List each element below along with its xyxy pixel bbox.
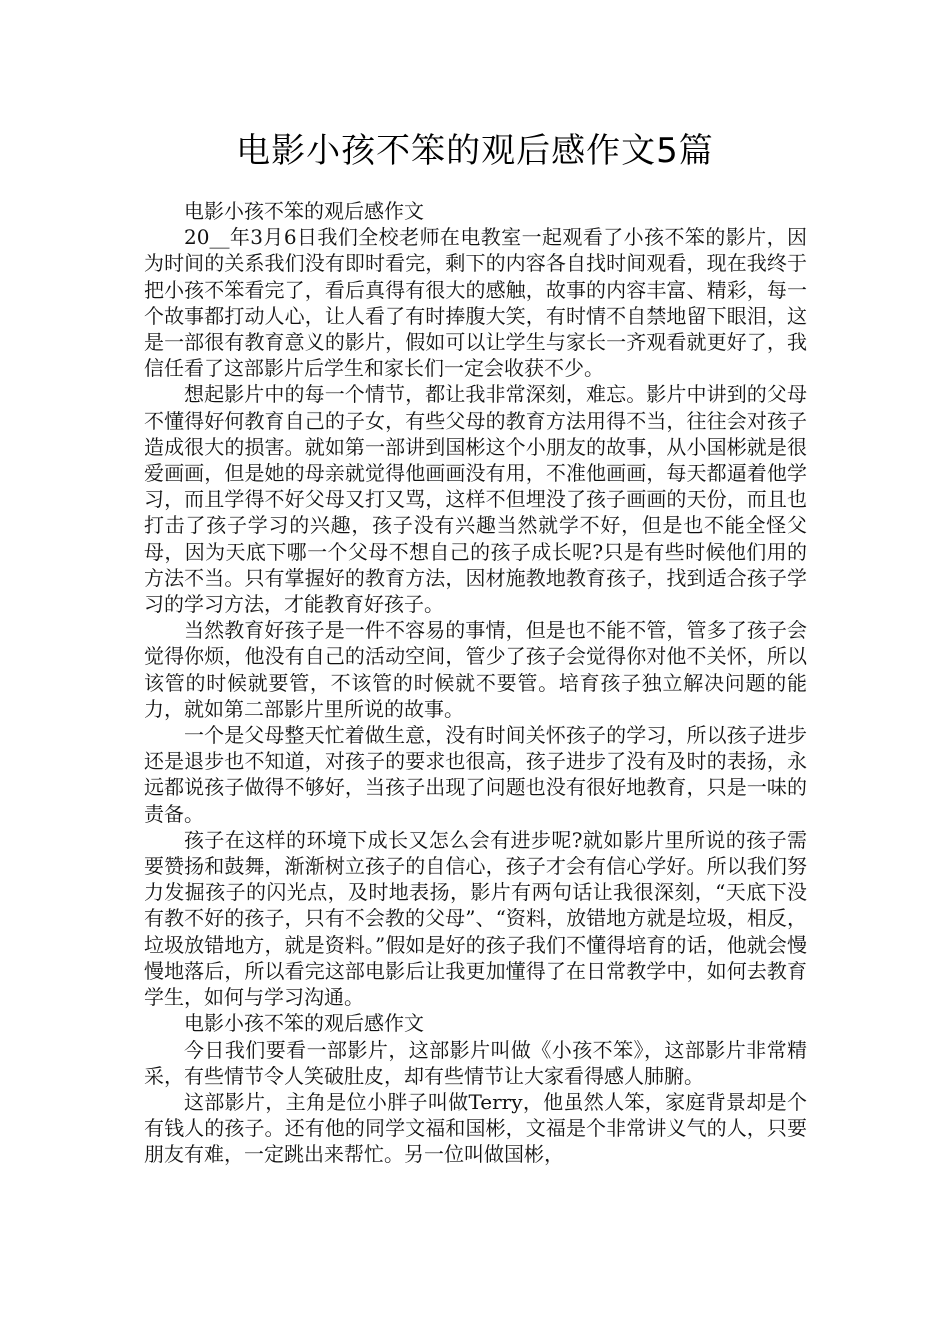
paragraph-section-heading-2: 电影小孩不笨的观后感作文 [184, 1011, 424, 1036]
paragraph: 今日我们要看一部影片，这部影片叫做《小孩不笨》，这部影片非常精采，有些情节令人笑破肚皮，却有些情节让大家看得感人肺腑。 [144, 1037, 807, 1088]
document-title: 电影小孩不笨的观后感作文5篇 [236, 131, 714, 171]
paragraph: 想起影片中的每一个情节，都让我非常深刻，难忘。影片中讲到的父母不懂得好何教育自己的子女，有些父母的教育方法用得不当，往往会对孩子造成很大的损害。就如第一部讲到国彬这个小朋友的故事，从小国彬就是很爱画画，但是她的母亲就觉得他画画没有用，不准他画画，每天都逼着他学习，而且学得不好父母又打又骂，这样不但埋没了孩子画画的天份，而且也打击了孩子学习的兴趣，孩子没有兴趣当然就学不好，但是也不能全怪父母，因为天底下哪一个父母不想自己的孩子成长呢?只是有些时候他们用的方法不当。只有掌握好的教育方法，因材施教地教育孩子，找到适合孩子学习的学习方法，才能教育好孩子。 [144, 382, 807, 617]
paragraph: 当然教育好孩子是一件不容易的事情，但是也不能不管，管多了孩子会觉得你烦，他没有自己的活动空间，管少了孩子会觉得你对他不关怀，所以该管的时候就要管，不该管的时候就不要管。培育孩子独立解决问题的能力，就如第二部影片里所说的故事。 [144, 618, 807, 721]
paragraph-section-heading-1: 电影小孩不笨的观后感作文 [184, 199, 424, 223]
paragraph: 20__年3月6日我们全校老师在电教室一起观看了小孩不笨的影片，因为时间的关系我们没有即时看完，剩下的内容各自找时间观看，现在我终于把小孩不笨看完了，看后真得有很大的感触，故事的内容丰富、精彩，每一个故事都打动人心，让人看了有时捧腹大笑，有时情不自禁地留下眼泪，这是一部很有教育意义的影片，假如可以让学生与家长一齐观看就更好了，我信任看了这部影片后学生和家长们一定会收获不少。 [144, 225, 807, 381]
document-body [144, 198, 807, 1168]
paragraph: 一个是父母整天忙着做生意，没有时间关怀孩子的学习，所以孩子进步还是退步也不知道，对孩子的要求也很高，孩子进步了没有及时的表扬，永远都说孩子做得不够好，当孩子出现了问题也没有很好地教育，只是一味的责备。 [144, 723, 807, 826]
paragraph: 孩子在这样的环境下成长又怎么会有进步呢?就如影片里所说的孩子需要赞扬和鼓舞，渐渐树立孩子的自信心，孩子才会有信心学好。所以我们努力发掘孩子的闪光点，及时地表扬，影片有两句话让我很深刻，“天底下没有教不好的孩子，只有不会教的父母”、“资料，放错地方就是垃圾，相反，垃圾放错地方，就是资料。”假如是好的孩子我们不懂得培育的话，他就会慢慢地落后，所以看完这部电影后让我更加懂得了在日常教学中，如何去教育学生，如何与学习沟通。 [144, 827, 807, 1010]
paragraph: 这部影片，主角是位小胖子叫做Terry，他虽然人笨，家庭背景却是个有钱人的孩子。还有他的同学文福和国彬，文福是个非常讲义气的人，只要朋友有难，一定跳出来帮忙。另一位叫做国彬， [144, 1089, 807, 1167]
